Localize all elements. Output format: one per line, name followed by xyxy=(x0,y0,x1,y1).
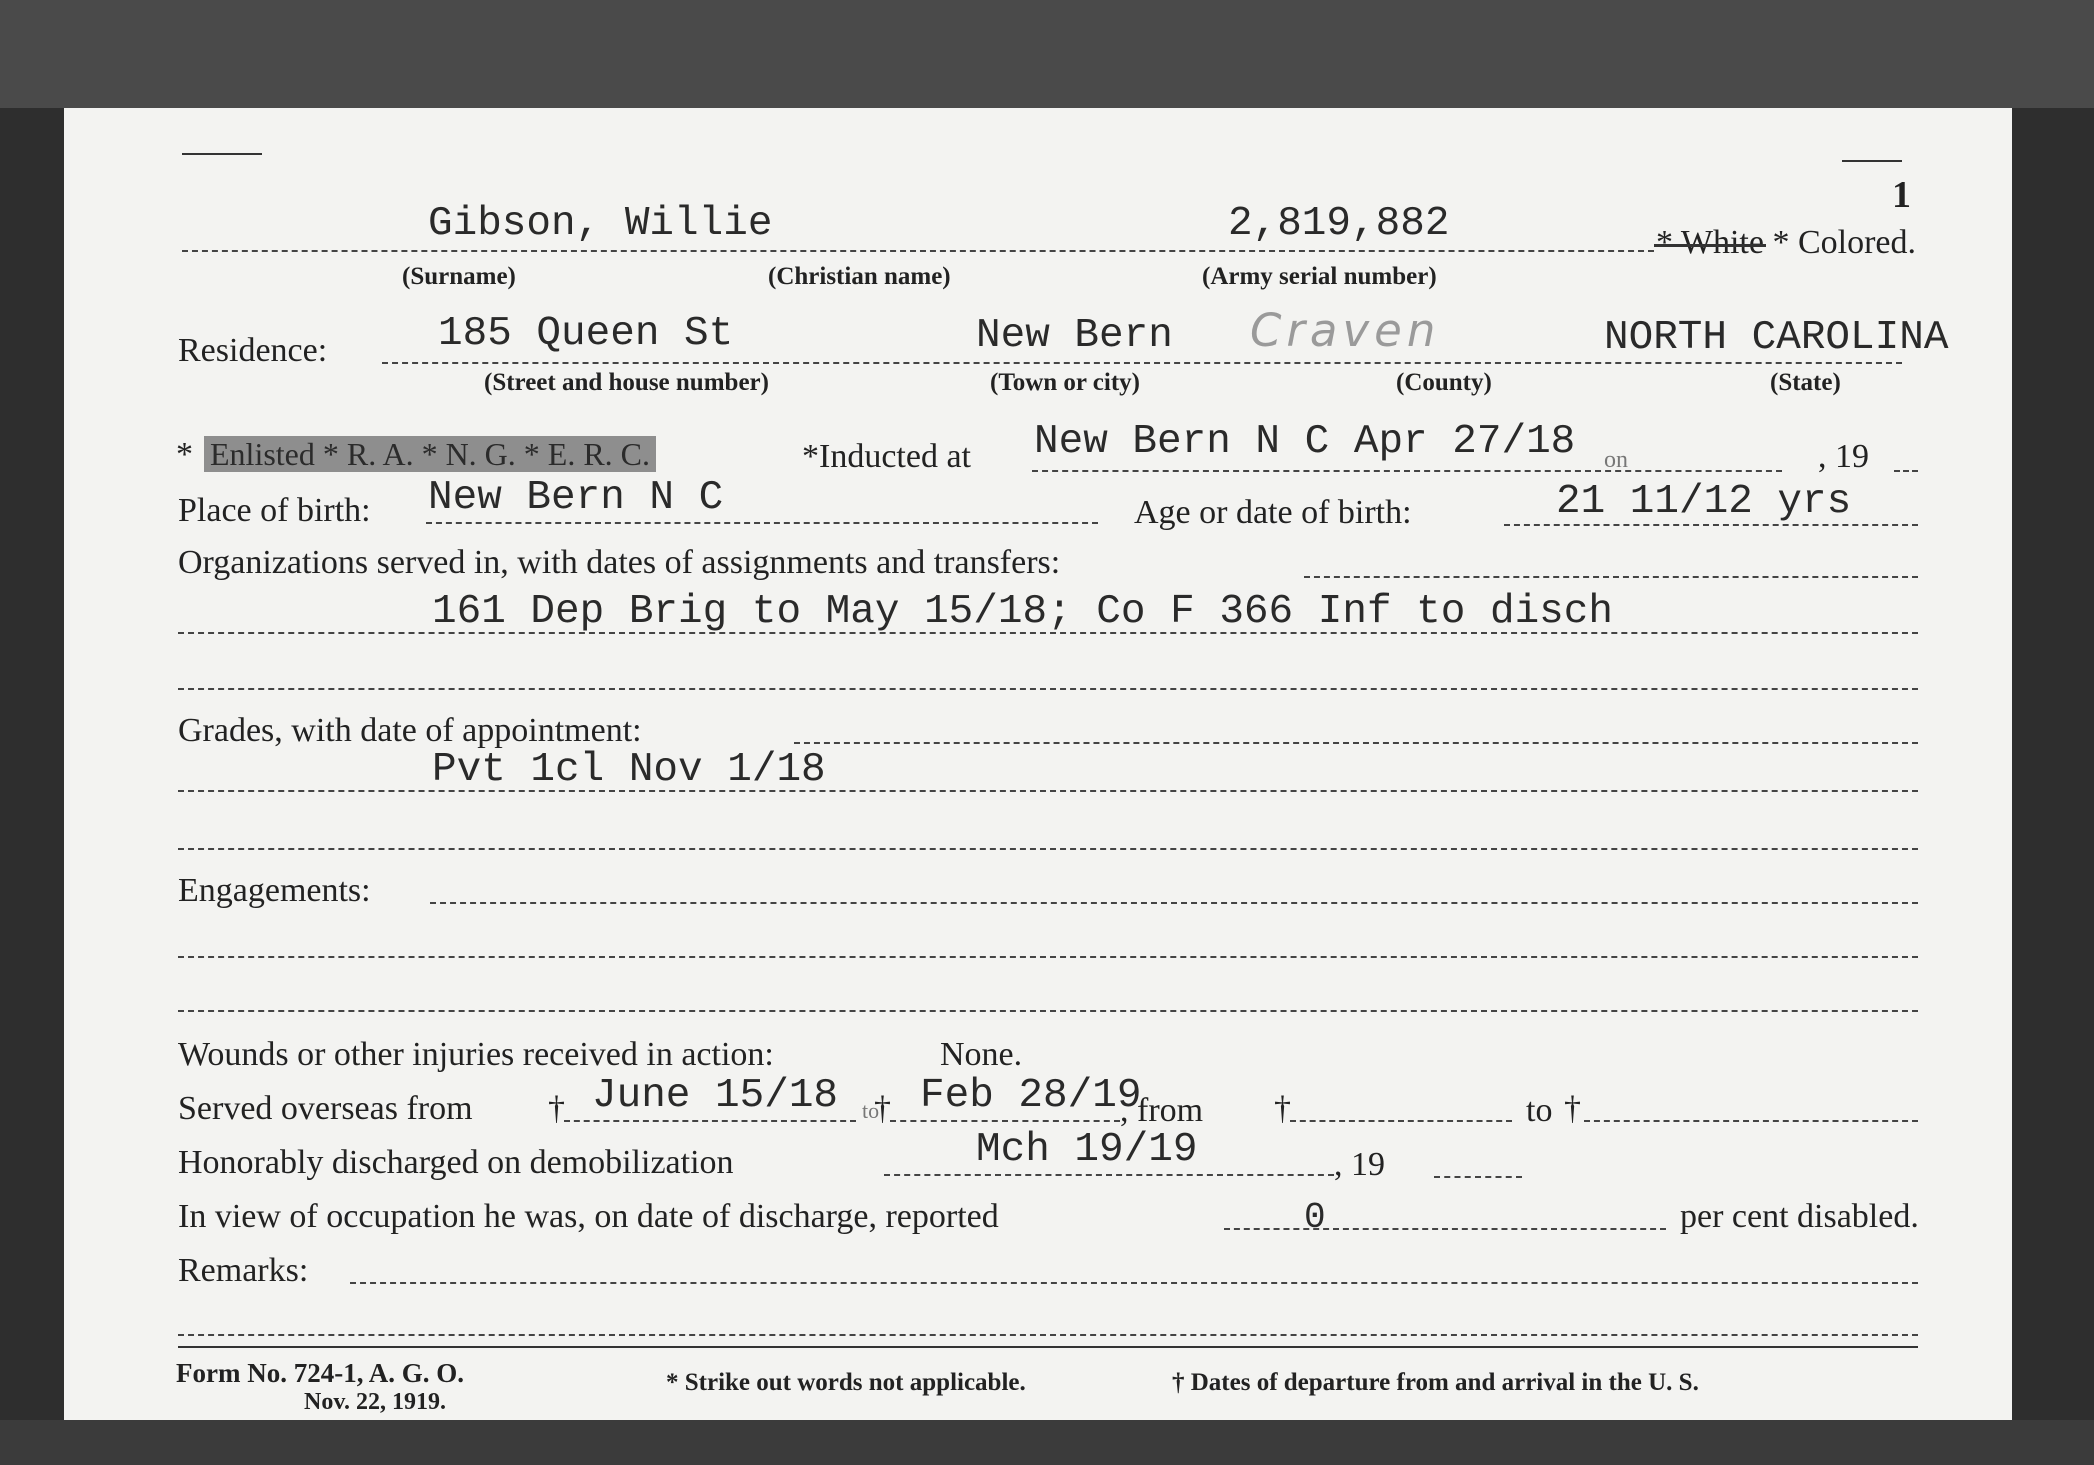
enlisted-asterisk: * xyxy=(176,436,193,473)
organizations-value: 161 Dep Brig to May 15/18; Co F 366 Inf to disch xyxy=(432,589,1613,635)
serial-value: 2,819,882 xyxy=(1228,201,1450,247)
organizations-line-1 xyxy=(1304,576,1918,578)
inducted-year-suffix: , 19 xyxy=(1818,438,1869,475)
overseas-from2-line xyxy=(1290,1120,1512,1122)
disability-label: In view of occupation he was, on date of discharge, reported xyxy=(178,1198,999,1235)
organizations-line-3 xyxy=(178,688,1918,690)
form-number: Form No. 724-1, A. G. O. xyxy=(176,1358,464,1388)
corner-mark-right xyxy=(1842,160,1902,162)
overseas-dagger-2: † xyxy=(874,1090,891,1127)
county-caption: (County) xyxy=(1396,369,1492,396)
residence-label: Residence: xyxy=(178,332,328,369)
residence-street: 185 Queen St xyxy=(438,311,734,357)
service-record-card xyxy=(64,108,2012,1420)
overseas-to2-label: to xyxy=(1526,1092,1553,1129)
age-value: 21 11/12 yrs xyxy=(1556,479,1852,525)
state-caption: (State) xyxy=(1770,369,1841,396)
christian-name-caption: (Christian name) xyxy=(768,263,951,290)
organizations-label: Organizations served in, with dates of assignments and transfers: xyxy=(178,544,1061,581)
overseas-to-label: to xyxy=(862,1098,880,1123)
strike-out-note: * Strike out words not applicable. xyxy=(666,1369,1026,1396)
race-colored: * Colored. xyxy=(1772,224,1917,261)
inducted-on-label: on xyxy=(1604,447,1628,473)
overseas-to-value: Feb 28/19 xyxy=(920,1073,1142,1119)
disability-line xyxy=(1224,1228,1666,1230)
overseas-dagger-4: † xyxy=(1564,1090,1581,1127)
disability-suffix: per cent disabled. xyxy=(1680,1198,1919,1235)
overseas-from-line xyxy=(564,1120,856,1122)
wounds-label: Wounds or other injuries received in action: xyxy=(178,1036,774,1073)
grades-line-3 xyxy=(178,848,1918,850)
serial-caption: (Army serial number) xyxy=(1202,263,1437,290)
remarks-line-1 xyxy=(350,1282,1918,1284)
overseas-dagger-3: † xyxy=(1274,1090,1291,1127)
residence-county-handwritten: Craven xyxy=(1250,304,1441,357)
scan-background-bottom xyxy=(0,1420,2094,1465)
age-label: Age or date of birth: xyxy=(1134,494,1412,531)
disability-value: 0 xyxy=(1304,1197,1326,1238)
organizations-line-2 xyxy=(178,632,1918,634)
age-line xyxy=(1504,524,1918,526)
place-of-birth-line xyxy=(426,522,1098,524)
inducted-value: New Bern N C Apr 27/18 xyxy=(1034,419,1576,465)
grades-value: Pvt 1cl Nov 1/18 xyxy=(432,747,826,793)
remarks-label: Remarks: xyxy=(178,1252,309,1289)
town-caption: (Town or city) xyxy=(990,369,1140,396)
overseas-from2-label: , from xyxy=(1120,1092,1204,1129)
name-value: Gibson, Willie xyxy=(428,201,773,247)
grades-line-1 xyxy=(794,742,1918,744)
inducted-year-line xyxy=(1894,470,1918,472)
overseas-dagger-1: † xyxy=(548,1090,565,1127)
discharge-line xyxy=(884,1174,1334,1176)
engagements-label: Engagements: xyxy=(178,872,371,909)
discharge-label: Honorably discharged on demobilization xyxy=(178,1144,734,1181)
overseas-label: Served overseas from xyxy=(178,1090,473,1127)
overseas-to-line xyxy=(890,1120,1120,1122)
race-options xyxy=(1656,226,1916,260)
enlisted-options-struck: Enlisted * R. A. * N. G. * E. R. C. xyxy=(204,436,656,472)
place-of-birth-value: New Bern N C xyxy=(428,475,724,521)
corner-mark-left xyxy=(182,153,262,155)
remarks-line-2 xyxy=(178,1334,1918,1336)
inducted-line xyxy=(1032,470,1782,472)
name-line xyxy=(182,250,1654,252)
place-of-birth-label: Place of birth: xyxy=(178,492,371,529)
overseas-from-value: June 15/18 xyxy=(592,1073,839,1119)
wounds-value: None. xyxy=(940,1036,1023,1073)
discharge-year-suffix: , 19 xyxy=(1334,1146,1385,1183)
engagements-line-3 xyxy=(178,1010,1918,1012)
street-caption: (Street and house number) xyxy=(484,369,769,396)
dates-departure-note: † Dates of departure from and arrival in the U. S. xyxy=(1172,1369,1699,1396)
grades-label: Grades, with date of appointment: xyxy=(178,712,642,749)
race-white: * White xyxy=(1656,224,1764,261)
engagements-line-2 xyxy=(178,956,1918,958)
overseas-to2-line xyxy=(1584,1120,1918,1122)
residence-state: NORTH CAROLINA xyxy=(1604,315,1949,361)
form-date: Nov. 22, 1919. xyxy=(304,1389,447,1415)
inducted-label: *Inducted at xyxy=(802,438,971,475)
discharge-value: Mch 19/19 xyxy=(976,1127,1198,1173)
footer-rule xyxy=(178,1346,1918,1348)
discharge-year-line xyxy=(1434,1176,1522,1178)
surname-caption: (Surname) xyxy=(402,263,516,290)
grades-line-2 xyxy=(178,790,1918,792)
residence-town: New Bern xyxy=(976,313,1173,359)
engagements-line-1 xyxy=(430,902,1918,904)
card-number: 1 xyxy=(1892,174,1911,216)
scan-background-top xyxy=(0,0,2094,108)
residence-line xyxy=(382,362,1902,364)
